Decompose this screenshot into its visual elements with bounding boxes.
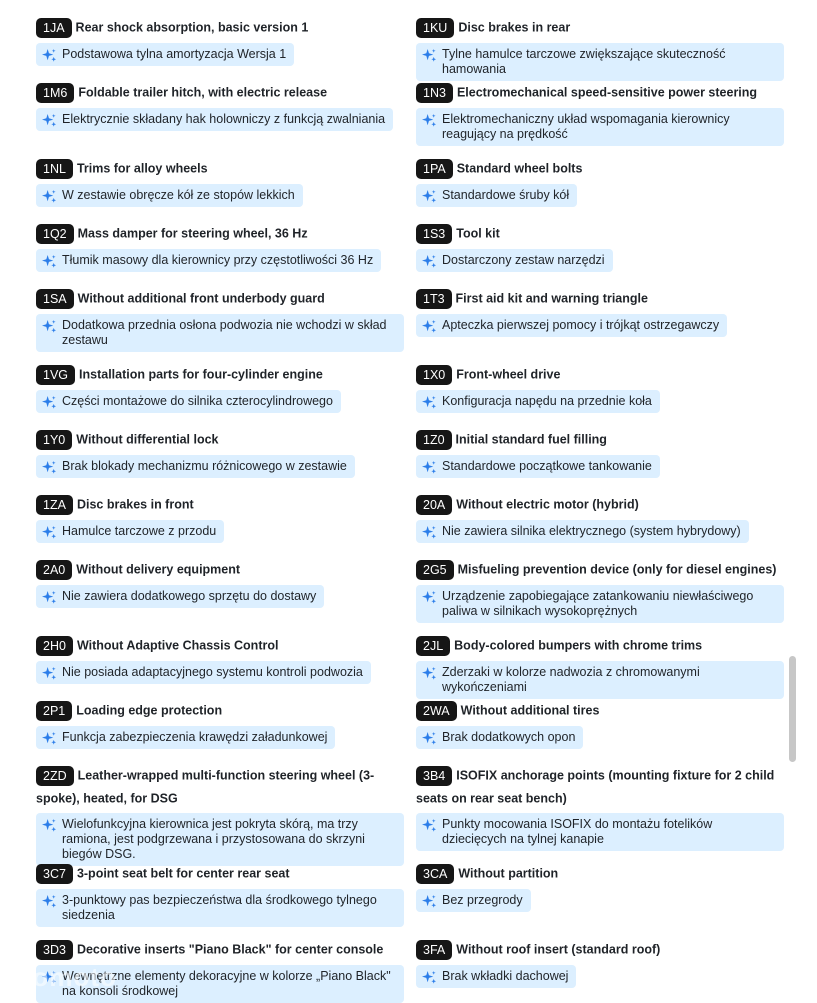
sparkle-icon bbox=[422, 666, 437, 681]
translation-box bbox=[416, 43, 784, 81]
option-title: Leather-wrapped multi-function steering wheel (3-spoke), heated, for DSG bbox=[36, 768, 375, 806]
option-title: Without electric motor (hybrid) bbox=[456, 497, 639, 512]
sparkle-icon bbox=[42, 731, 57, 746]
option-code-badge: 1VG bbox=[36, 365, 75, 385]
translation-box bbox=[416, 184, 577, 207]
sparkle-icon bbox=[422, 818, 437, 833]
option-title: Without delivery equipment bbox=[76, 562, 241, 577]
translation-box bbox=[416, 520, 749, 543]
option-title: Without roof insert (standard roof) bbox=[456, 942, 661, 957]
equipment-item bbox=[36, 764, 404, 866]
sparkle-icon bbox=[42, 189, 57, 204]
sparkle-icon bbox=[422, 590, 437, 605]
equipment-item bbox=[36, 222, 404, 272]
sparkle-icon bbox=[42, 666, 57, 681]
option-code-badge: 1M6 bbox=[36, 83, 74, 103]
equipment-item bbox=[416, 363, 784, 413]
equipment-header bbox=[416, 287, 784, 310]
option-title: Electromechanical speed-sensitive power steering bbox=[456, 85, 758, 100]
translation-box bbox=[36, 520, 224, 543]
equipment-item bbox=[36, 634, 404, 684]
equipment-item bbox=[36, 363, 404, 413]
equipment-header bbox=[36, 287, 404, 310]
translation-box bbox=[36, 314, 404, 352]
equipment-header bbox=[416, 493, 784, 516]
sparkle-icon bbox=[42, 590, 57, 605]
translation-text: Funkcja zabezpieczenia krawędzi załadunkowej bbox=[62, 729, 328, 744]
equipment-item bbox=[36, 862, 404, 927]
sparkle-icon bbox=[42, 254, 57, 269]
translation-text: Zderzaki w kolorze nadwozia z chromowanymi wykończeniami bbox=[442, 664, 700, 694]
equipment-header bbox=[416, 16, 784, 39]
option-title: Installation parts for four-cylinder engine bbox=[79, 367, 323, 382]
equipment-header bbox=[36, 81, 404, 104]
equipment-item bbox=[36, 157, 404, 207]
sparkle-icon bbox=[422, 525, 437, 540]
equipment-header bbox=[36, 938, 404, 961]
equipment-item bbox=[416, 764, 784, 851]
equipment-header bbox=[416, 428, 784, 451]
option-code-badge: 2G5 bbox=[416, 560, 454, 580]
equipment-header bbox=[416, 699, 784, 722]
option-title: Misfueling prevention device (only for diesel engines) bbox=[457, 562, 777, 577]
option-code-badge: 1Q2 bbox=[36, 224, 74, 244]
option-code-badge: 1SA bbox=[36, 289, 74, 309]
translation-box bbox=[36, 726, 335, 749]
option-code-badge: 3B4 bbox=[416, 766, 452, 786]
equipment-header bbox=[416, 634, 784, 657]
translation-box bbox=[416, 390, 660, 413]
option-title: Without partition bbox=[458, 866, 559, 881]
translation-text: Części montażowe do silnika czterocylindrowego bbox=[62, 393, 333, 408]
sparkle-icon bbox=[422, 894, 437, 909]
equipment-header bbox=[36, 222, 404, 245]
equipment-header bbox=[416, 938, 784, 961]
option-title: Standard wheel bolts bbox=[456, 161, 583, 176]
equipment-header bbox=[36, 157, 404, 180]
option-title: ISOFIX anchorage points (mounting fixture for 2 child seats on rear seat bench) bbox=[416, 768, 775, 806]
equipment-header bbox=[416, 764, 784, 809]
translation-box bbox=[36, 585, 324, 608]
equipment-item bbox=[36, 428, 404, 478]
translation-box bbox=[416, 249, 613, 272]
option-code-badge: 3FA bbox=[416, 940, 452, 960]
equipment-header bbox=[416, 558, 784, 581]
equipment-item bbox=[416, 81, 784, 146]
option-title: Loading edge protection bbox=[76, 703, 223, 718]
option-title: Trims for alloy wheels bbox=[76, 161, 208, 176]
equipment-item bbox=[416, 558, 784, 623]
option-code-badge: 1Z0 bbox=[416, 430, 452, 450]
translation-text: Brak wkładki dachowej bbox=[442, 968, 569, 983]
translation-text: Standardowe śruby kół bbox=[442, 187, 570, 202]
option-title: Decorative inserts "Piano Black" for center console bbox=[76, 942, 384, 957]
translation-text: Hamulce tarczowe z przodu bbox=[62, 523, 217, 538]
option-title: Without additional tires bbox=[460, 703, 600, 718]
option-code-badge: 2A0 bbox=[36, 560, 72, 580]
option-code-badge: 1N3 bbox=[416, 83, 453, 103]
equipment-header bbox=[36, 699, 404, 722]
translation-text: W zestawie obręcze kół ze stopów lekkich bbox=[62, 187, 295, 202]
sparkle-icon bbox=[422, 460, 437, 475]
translation-box bbox=[416, 726, 583, 749]
translation-text: Nie zawiera silnika elektrycznego (system hybrydowy) bbox=[442, 523, 741, 538]
option-title: Tool kit bbox=[456, 226, 500, 241]
sparkle-icon bbox=[42, 525, 57, 540]
sparkle-icon bbox=[42, 818, 57, 833]
equipment-item bbox=[416, 699, 784, 749]
equipment-header bbox=[36, 862, 404, 885]
option-title: Disc brakes in rear bbox=[458, 20, 571, 35]
equipment-header bbox=[416, 81, 784, 104]
translation-text: Brak dodatkowych opon bbox=[442, 729, 576, 744]
equipment-header bbox=[36, 16, 404, 39]
equipment-item bbox=[416, 222, 784, 272]
translation-text: Dostarczony zestaw narzędzi bbox=[442, 252, 605, 267]
translation-box bbox=[416, 314, 727, 337]
translation-text: Podstawowa tylna amortyzacja Wersja 1 bbox=[62, 46, 287, 61]
sparkle-icon bbox=[422, 254, 437, 269]
option-title: Rear shock absorption, basic version 1 bbox=[75, 20, 309, 35]
equipment-item bbox=[36, 16, 404, 66]
sparkle-icon bbox=[422, 189, 437, 204]
translation-box bbox=[36, 108, 393, 131]
option-title: Without additional front underbody guard bbox=[77, 291, 325, 306]
equipment-header bbox=[36, 558, 404, 581]
option-code-badge: 1Y0 bbox=[36, 430, 72, 450]
translation-box bbox=[36, 889, 404, 927]
translation-text: Dodatkowa przednia osłona podwozia nie wchodzi w skład zestawu bbox=[62, 317, 387, 347]
translation-box bbox=[36, 661, 371, 684]
equipment-item bbox=[36, 558, 404, 608]
translation-box bbox=[36, 390, 341, 413]
option-code-badge: 20A bbox=[416, 495, 452, 515]
equipment-item bbox=[416, 16, 784, 81]
equipment-header bbox=[416, 222, 784, 245]
option-code-badge: 2P1 bbox=[36, 701, 72, 721]
translation-text: Nie zawiera dodatkowego sprzętu do dostawy bbox=[62, 588, 317, 603]
option-code-badge: 2H0 bbox=[36, 636, 73, 656]
option-title: Foldable trailer hitch, with electric release bbox=[78, 85, 328, 100]
equipment-header bbox=[416, 363, 784, 386]
equipment-header bbox=[36, 428, 404, 451]
option-title: Body-colored bumpers with chrome trims bbox=[454, 638, 703, 653]
option-code-badge: 2ZD bbox=[36, 766, 74, 786]
option-title: First aid kit and warning triangle bbox=[455, 291, 648, 306]
translation-box bbox=[416, 965, 576, 988]
translation-text: Elektromechaniczny układ wspomagania kierownicy reagujący na prędkość bbox=[442, 111, 730, 141]
equipment-item bbox=[36, 81, 404, 131]
equipment-item bbox=[36, 287, 404, 352]
translation-text: Bez przegrody bbox=[442, 892, 523, 907]
equipment-item bbox=[416, 938, 784, 988]
option-code-badge: 1KU bbox=[416, 18, 454, 38]
equipment-item bbox=[416, 428, 784, 478]
equipment-item bbox=[416, 634, 784, 699]
sparkle-icon bbox=[422, 395, 437, 410]
translation-box bbox=[36, 249, 381, 272]
translation-box bbox=[416, 585, 784, 623]
translation-text: Tłumik masowy dla kierownicy przy częstotliwości 36 Hz bbox=[62, 252, 374, 267]
option-code-badge: 1ZA bbox=[36, 495, 73, 515]
translation-box bbox=[416, 889, 531, 912]
sparkle-icon bbox=[42, 319, 57, 334]
translation-text: Apteczka pierwszej pomocy i trójkąt ostrzegawczy bbox=[442, 317, 720, 332]
option-title: Mass damper for steering wheel, 36 Hz bbox=[77, 226, 308, 241]
equipment-header bbox=[36, 493, 404, 516]
sparkle-icon bbox=[42, 894, 57, 909]
equipment-header bbox=[416, 157, 784, 180]
translation-text: Standardowe początkowe tankowanie bbox=[442, 458, 652, 473]
watermark-logo: otomoto bbox=[6, 962, 117, 992]
option-code-badge: 1JA bbox=[36, 18, 72, 38]
option-title: 3-point seat belt for center rear seat bbox=[76, 866, 290, 881]
sparkle-icon bbox=[42, 113, 57, 128]
translation-text: Wielofunkcyjna kierownica jest pokryta skórą, ma trzy ramiona, jest podgrzewana i przystosowana do skrzyni biegów DSG. bbox=[62, 817, 365, 862]
translation-box bbox=[36, 813, 404, 866]
translation-box bbox=[36, 43, 294, 66]
equipment-item bbox=[36, 699, 404, 749]
equipment-header bbox=[416, 862, 784, 885]
translation-text: 3-punktowy pas bezpieczeństwa dla środkowego tylnego siedzenia bbox=[62, 892, 377, 922]
equipment-item bbox=[416, 287, 784, 337]
option-title: Disc brakes in front bbox=[76, 497, 194, 512]
translation-box bbox=[36, 455, 355, 478]
translation-box bbox=[416, 455, 660, 478]
equipment-item bbox=[416, 157, 784, 207]
option-code-badge: 2WA bbox=[416, 701, 457, 721]
translation-box bbox=[416, 661, 784, 699]
sparkle-icon bbox=[422, 48, 437, 63]
sparkle-icon bbox=[42, 48, 57, 63]
option-code-badge: 3CA bbox=[416, 864, 454, 884]
translation-text: Konfiguracja napędu na przednie koła bbox=[442, 393, 652, 408]
option-title: Without Adaptive Chassis Control bbox=[76, 638, 279, 653]
translation-box bbox=[416, 813, 784, 851]
sparkle-icon bbox=[422, 970, 437, 985]
equipment-header bbox=[36, 634, 404, 657]
scrollbar-thumb[interactable] bbox=[789, 656, 796, 762]
option-code-badge: 3C7 bbox=[36, 864, 73, 884]
option-title: Initial standard fuel filling bbox=[455, 432, 607, 447]
sparkle-icon bbox=[42, 395, 57, 410]
option-code-badge: 1PA bbox=[416, 159, 453, 179]
equipment-header bbox=[36, 764, 404, 809]
translation-text: Nie posiada adaptacyjnego systemu kontroli podwozia bbox=[62, 664, 363, 679]
translation-text: Brak blokady mechanizmu różnicowego w zestawie bbox=[62, 458, 347, 473]
translation-text: Wewnętrzne elementy dekoracyjne w kolorze „Piano Black" na konsoli środkowej bbox=[62, 968, 391, 998]
translation-box bbox=[36, 184, 303, 207]
sparkle-icon bbox=[422, 113, 437, 128]
option-title: Front-wheel drive bbox=[456, 367, 561, 382]
option-code-badge: 1X0 bbox=[416, 365, 452, 385]
translation-text: Elektrycznie składany hak holowniczy z funkcją zwalniania bbox=[62, 111, 386, 126]
option-title: Without differential lock bbox=[76, 432, 219, 447]
option-code-badge: 3D3 bbox=[36, 940, 73, 960]
option-code-badge: 1S3 bbox=[416, 224, 452, 244]
option-code-badge: 1NL bbox=[36, 159, 73, 179]
equipment-item bbox=[416, 862, 784, 912]
translation-text: Urządzenie zapobiegające zatankowaniu niewłaściwego paliwa w silnikach wysokoprężnych bbox=[442, 588, 754, 618]
sparkle-icon bbox=[422, 319, 437, 334]
sparkle-icon bbox=[42, 460, 57, 475]
translation-text: Tylne hamulce tarczowe zwiększające skuteczność hamowania bbox=[442, 46, 726, 76]
translation-text: Punkty mocowania ISOFIX do montażu fotelików dziecięcych na tylnej kanapie bbox=[442, 817, 713, 847]
equipment-header bbox=[36, 363, 404, 386]
option-code-badge: 2JL bbox=[416, 636, 450, 656]
equipment-item bbox=[36, 493, 404, 543]
translation-box bbox=[416, 108, 784, 146]
sparkle-icon bbox=[422, 731, 437, 746]
equipment-item bbox=[416, 493, 784, 543]
option-code-badge: 1T3 bbox=[416, 289, 452, 309]
